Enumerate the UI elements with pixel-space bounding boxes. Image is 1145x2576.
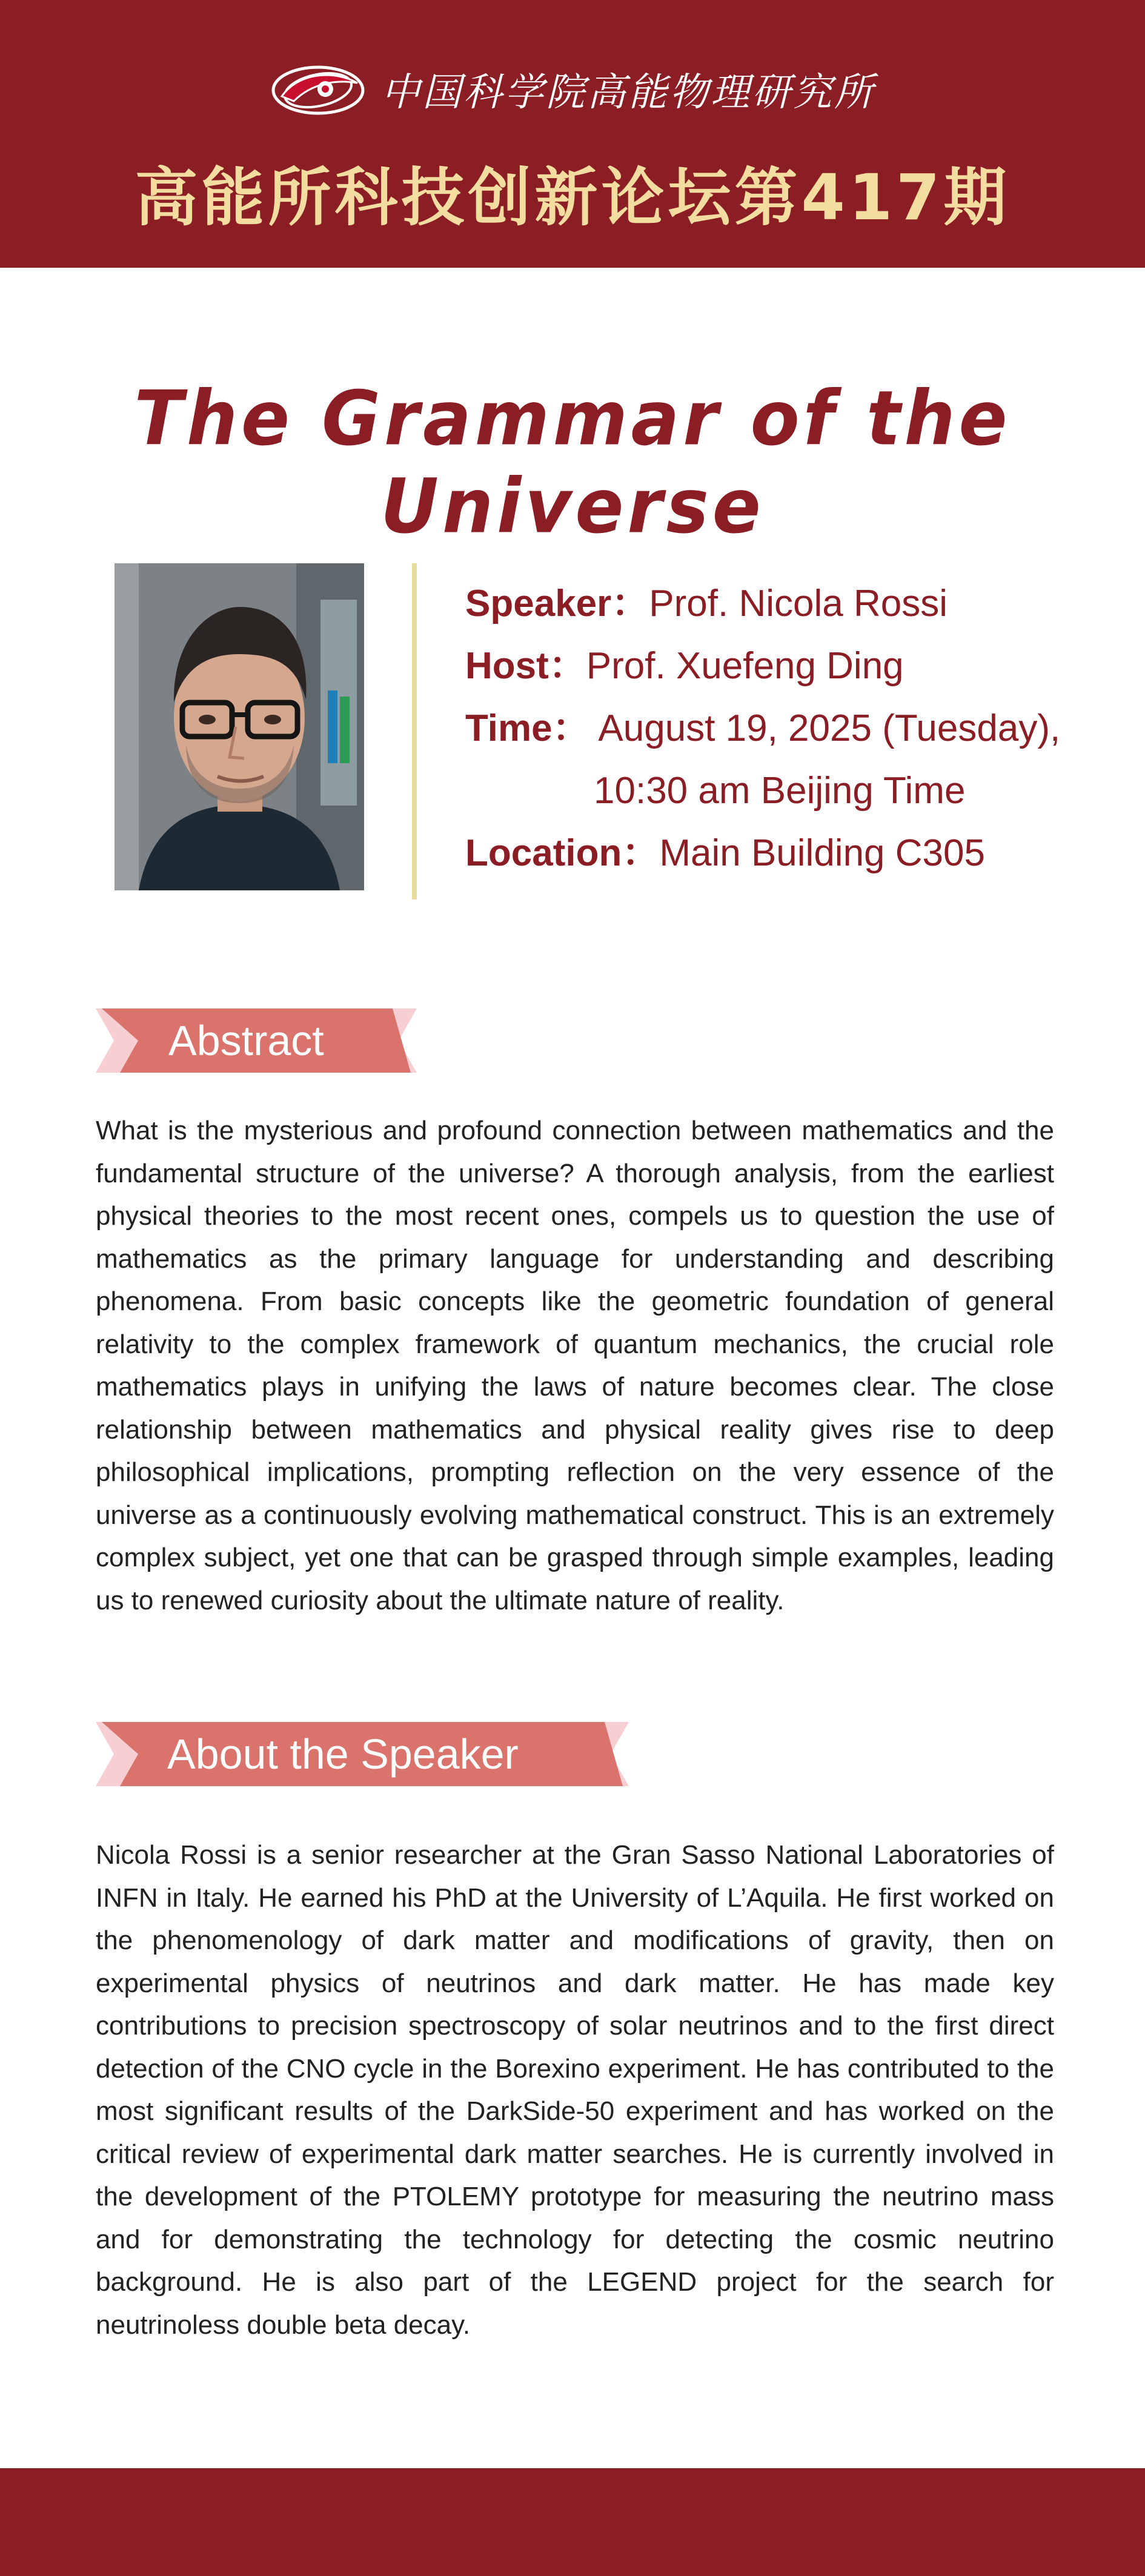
time-label: Time： — [465, 707, 590, 749]
forum-title: 高能所科技创新论坛第417期 — [134, 161, 1011, 234]
host-line — [465, 635, 1132, 697]
speaker-value: Prof. Nicola Rossi — [649, 583, 948, 624]
abstract-text: What is the mysterious and profound connection between mathematics and the fundamental structure of the universe? A thorough analysis, from the earliest physical theories to the most recent ones, compels us to question the use of mathematics as the primary language for understanding and describing phenomena. From basic concepts like the geometric foundation of general relativity to the complex framework of quantum mechanics, the crucial role mathematics plays in unifying the laws of nature becomes clear. The close relationship between mathematics and physical reality gives rise to deep philosophical implications, prompting reflection on the very essence of the universe as a continuously evolving mathematical construct. This is an extremely complex subject, yet one that can be grasped through simple examples, leading us to renewed curiosity about the ultimate nature of reality. — [96, 1116, 1054, 1615]
talk-title: The Grammar of the Universe — [134, 374, 1011, 550]
about-speaker-heading: About the Speaker — [167, 1730, 519, 1778]
location-value: Main Building C305 — [659, 832, 985, 874]
time-line-continued — [465, 760, 1132, 822]
speaker-bio-text: Nicola Rossi is a senior researcher at the Gran Sasso National Laboratories of INFN in Italy. He earned his PhD at the University of L’Aquila. He first worked on the phenomenology of dark matter and modifications of gravity, then on experimental physics of neutrinos and dark matter. He has made key contributions to precision spectroscopy of solar neutrinos and to the first direct detection of the CNO cycle in the Borexino experiment. He has contributed to the most significant results of the DarkSide-50 experiment and has worked on the critical review of experimental dark matter searches. He is currently involved in the development of the PTOLEMY prototype for measuring the neutrino mass and for demonstrating the technology for detecting the cosmic neutrino background. He is also part of the LEGEND project for the search for neutrinoless double beta decay. — [96, 1840, 1054, 2340]
abstract-heading: Abstract — [168, 1017, 324, 1064]
host-value: Prof. Xuefeng Ding — [586, 645, 904, 687]
about-speaker-ribbon — [96, 1722, 629, 1786]
time-value-date: August 19, 2025 (Tuesday), — [589, 707, 1061, 749]
info-divider — [412, 563, 417, 899]
host-label: Host： — [465, 645, 586, 687]
speaker-line — [465, 572, 1132, 635]
institute-name: 中国科学院高能物理研究所 — [381, 70, 875, 115]
ihep-logo-icon — [270, 59, 367, 119]
speaker-photo — [114, 563, 364, 890]
institute-logo-row — [0, 56, 1145, 122]
footer-band — [0, 2468, 1145, 2576]
talk-info — [465, 572, 1132, 884]
time-value-clock: 10:30 am Beijing Time — [594, 770, 966, 812]
abstract-ribbon — [96, 1008, 417, 1073]
location-line — [465, 822, 1132, 884]
time-line — [465, 697, 1132, 760]
location-label: Location： — [465, 832, 660, 874]
header-banner — [0, 0, 1145, 268]
speaker-label: Speaker： — [465, 583, 649, 624]
speaker-portrait-image — [114, 563, 364, 890]
